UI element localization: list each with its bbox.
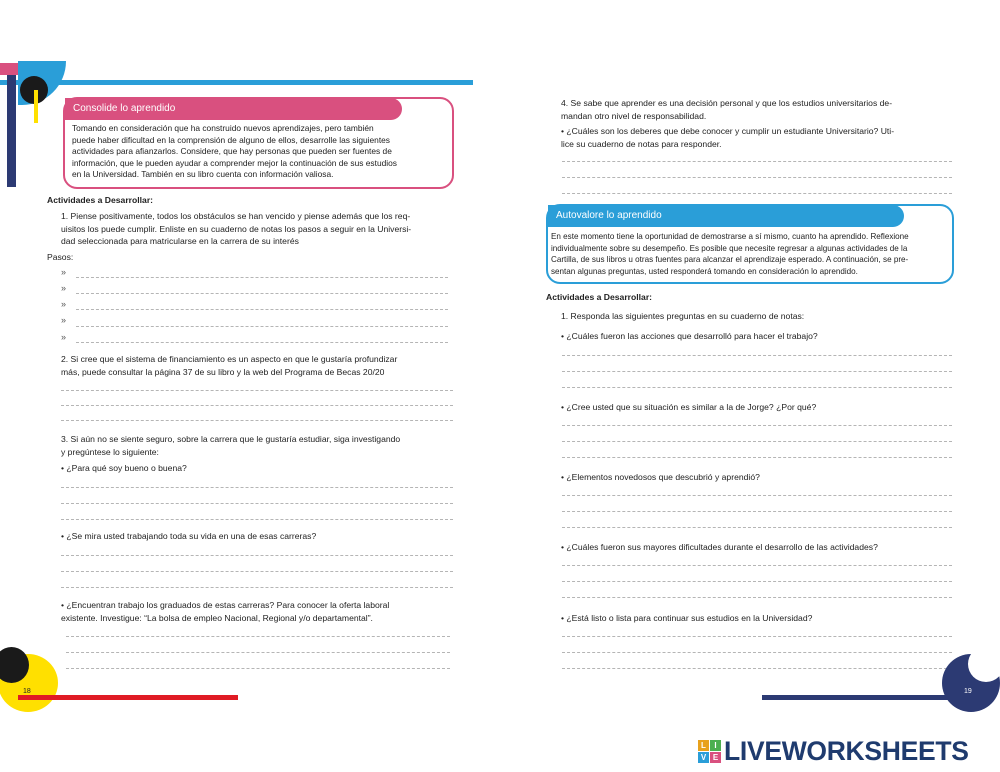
q1-line: uisitos los puede cumplir. Enliste en su cuaderno de notas los pasos a seguir en la Universi- xyxy=(61,223,412,234)
b3-answer-line[interactable] xyxy=(66,636,450,637)
left-q3 xyxy=(61,433,461,458)
autovalore-title: Autovalore lo aprendido xyxy=(548,205,904,227)
liveworksheets-text: LIVEWORKSHEETS xyxy=(724,736,969,766)
q4-line: 4. Se sabe que aprender es una decisión personal y que los estudios universitarios de- xyxy=(561,98,893,108)
right-bullet-4: • ¿Cuáles fueron sus mayores dificultades durante el desarrollo de las actividades? xyxy=(561,542,878,552)
b2-answer-line[interactable] xyxy=(61,571,453,572)
b3-answer-line[interactable] xyxy=(66,652,450,653)
left-pink-corner xyxy=(0,63,18,75)
logo-square-l: L xyxy=(698,740,709,751)
liveworksheets-logo[interactable] xyxy=(698,738,998,768)
logo-square-i: I xyxy=(710,740,721,751)
step-marker: » xyxy=(61,315,67,325)
consolide-line: puede haber dificultad en la comprensión de alguno de ellos, desarrolle las siguientes xyxy=(72,134,390,145)
consolide-line: actividades para afianzarlos. Considere, que hay personas que pueden ser fuentes de xyxy=(72,146,392,157)
q1-line: 1. Piense positivamente, todos los obstáculos se han vencido y piense además que los req- xyxy=(61,211,411,221)
q2-answer-line[interactable] xyxy=(61,390,453,391)
left-navy-vertical-bar xyxy=(7,75,16,187)
left-actividades-heading: Actividades a Desarrollar: xyxy=(47,195,154,205)
rb2-answer-line[interactable] xyxy=(562,457,952,458)
step-answer-line[interactable] xyxy=(76,277,448,278)
consolide-line: en la Universidad. También en su libro cuenta con información valiosa. xyxy=(72,169,334,180)
rb4-answer-line[interactable] xyxy=(562,565,952,566)
rb1-answer-line[interactable] xyxy=(562,387,952,388)
rb3-answer-line[interactable] xyxy=(562,495,952,496)
step-answer-line[interactable] xyxy=(76,326,448,327)
step-marker: » xyxy=(61,283,67,293)
b3-line: existente. Investigue: “La bolsa de empleo Nacional, Regional y/o departamental”. xyxy=(61,612,373,623)
b2-answer-line[interactable] xyxy=(61,555,453,556)
rb5-answer-line[interactable] xyxy=(562,652,952,653)
left-bullet-1: • ¿Para qué soy bueno o buena? xyxy=(61,463,187,473)
step-answer-line[interactable] xyxy=(76,293,448,294)
q2-line: 2. Si cree que el sistema de financiamiento es un aspecto en que le gustaría profundizar xyxy=(61,354,398,364)
left-red-bottom-bar xyxy=(18,695,238,700)
q4b-line: lice su cuaderno de notas para responder. xyxy=(561,138,722,149)
right-bullet-5: • ¿Está listo o lista para continuar sus estudios en la Universidad? xyxy=(561,613,813,623)
consolide-text xyxy=(72,123,450,181)
consolide-title: Consolide lo aprendido xyxy=(65,98,402,120)
logo-square-v: V xyxy=(698,752,709,763)
step-marker: » xyxy=(61,332,67,342)
logo-square-e: E xyxy=(710,752,721,763)
left-yellow-stick xyxy=(34,90,38,123)
right-bullet-3: • ¿Elementos novedosos que descubrió y aprendió? xyxy=(561,472,760,482)
autovalore-line: En este momento tiene la oportunidad de demostrarse a sí mismo, cuanto ha aprendido. Reflexione xyxy=(551,232,909,241)
right-actividades-heading: Actividades a Desarrollar: xyxy=(546,292,653,302)
b3-line: • ¿Encuentran trabajo los graduados de estas carreras? Para conocer la oferta laboral xyxy=(61,600,390,610)
step-answer-line[interactable] xyxy=(76,342,448,343)
right-bullet-2: • ¿Cree usted que su situación es similar a la de Jorge? ¿Por qué? xyxy=(561,402,817,412)
left-bullet-2: • ¿Se mira usted trabajando toda su vida en una de esas carreras? xyxy=(61,531,317,541)
left-page-number: 18 xyxy=(23,688,31,695)
autovalore-line: Cartilla, de sus libros u otras fuentes para alcanzar el aprendizaje esperado. A continuación, se pre- xyxy=(551,255,909,265)
right-q4 xyxy=(561,97,961,122)
right-crescent-cutout xyxy=(968,646,1000,682)
step-marker: » xyxy=(61,299,67,309)
right-navy-bottom-bar xyxy=(762,695,958,700)
step-marker: » xyxy=(61,267,67,277)
q2-line: más, puede consultar la página 37 de su libro y la web del Programa de Becas 20/20 xyxy=(61,366,385,377)
step-answer-line[interactable] xyxy=(76,309,448,310)
q2-answer-line[interactable] xyxy=(61,405,453,406)
rb1-answer-line[interactable] xyxy=(562,355,952,356)
b1-answer-line[interactable] xyxy=(61,519,453,520)
rb5-answer-line[interactable] xyxy=(562,636,952,637)
autovalore-text xyxy=(551,231,951,277)
q2-answer-line[interactable] xyxy=(61,420,453,421)
right-bullet-1: • ¿Cuáles fueron las acciones que desarrolló para hacer el trabajo? xyxy=(561,331,818,341)
rb1-answer-line[interactable] xyxy=(562,371,952,372)
rb3-answer-line[interactable] xyxy=(562,527,952,528)
right-q4b xyxy=(561,125,961,150)
autovalore-line: individualmente sobre su desempeño. Es posible que necesite regresar a algunas actividades de la xyxy=(551,243,908,253)
b2-answer-line[interactable] xyxy=(61,587,453,588)
b3-answer-line[interactable] xyxy=(66,668,450,669)
left-top-blue-bar xyxy=(0,80,473,85)
q1-line: dad seleccionada para matricularse en la carrera de su interés xyxy=(61,236,299,246)
q3-line: y pregúntese lo siguiente: xyxy=(61,446,159,457)
rb2-answer-line[interactable] xyxy=(562,441,952,442)
left-q1 xyxy=(61,210,461,248)
consolide-line: información, que le pueden ayudar a comprender mejor la continuación de sus estudios xyxy=(72,157,397,168)
rb4-answer-line[interactable] xyxy=(562,597,952,598)
rb4-answer-line[interactable] xyxy=(562,581,952,582)
right-r1: 1. Responda las siguientes preguntas en su cuaderno de notas: xyxy=(561,311,805,321)
autovalore-line: sentan algunas preguntas, usted responderá tomando en consideración lo aprendido. xyxy=(551,266,858,276)
q4b-line: • ¿Cuáles son los deberes que debe conocer y cumplir un estudiante Universitario? Uti- xyxy=(561,126,895,136)
pasos-label: Pasos: xyxy=(47,252,74,262)
consolide-line: Tomando en consideración que ha construido nuevos aprendizajes, pero también xyxy=(72,123,374,133)
b1-answer-line[interactable] xyxy=(61,487,453,488)
q4-answer-line[interactable] xyxy=(562,193,952,194)
right-page-number: 19 xyxy=(964,688,972,695)
rb3-answer-line[interactable] xyxy=(562,511,952,512)
rb5-answer-line[interactable] xyxy=(562,668,952,669)
b1-answer-line[interactable] xyxy=(61,503,453,504)
left-q2 xyxy=(61,353,461,378)
q4-answer-line[interactable] xyxy=(562,161,952,162)
q3-line: 3. Si aún no se siente seguro, sobre la carrera que le gustaría estudiar, siga investigando xyxy=(61,434,401,444)
left-bullet-3 xyxy=(61,599,461,624)
rb2-answer-line[interactable] xyxy=(562,425,952,426)
q4-line: mandan otro nivel de responsabilidad. xyxy=(561,110,707,121)
q4-answer-line[interactable] xyxy=(562,177,952,178)
